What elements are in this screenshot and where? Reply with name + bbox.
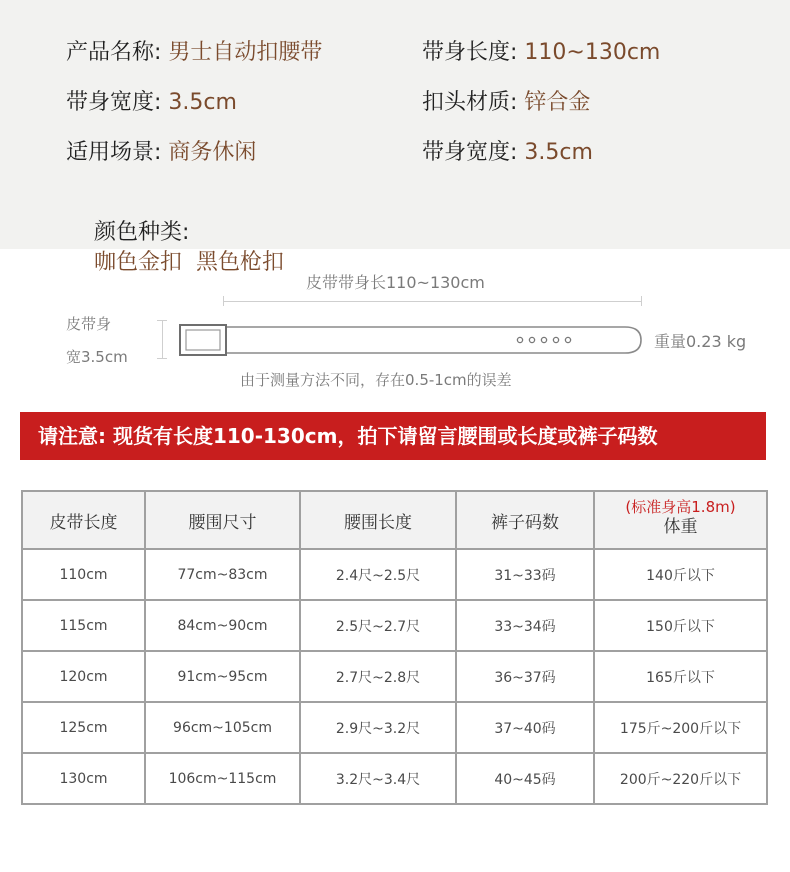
width-dimension-line — [162, 320, 163, 358]
table-row — [22, 651, 767, 702]
table-cell: 110cm — [22, 549, 145, 600]
table-row — [22, 549, 767, 600]
length-label: 皮带带身长110~130cm — [306, 273, 485, 292]
spec-label: 产品名称: — [66, 40, 162, 65]
spec-value: 咖色金扣 黑色枪扣 — [93, 250, 284, 275]
table-cell: 175斤~200斤以下 — [594, 702, 767, 753]
width-label-line2: 宽3.5cm — [66, 348, 128, 366]
width-label-line1: 皮带身 — [66, 315, 112, 333]
spec-value: 男士自动扣腰带 — [168, 40, 323, 65]
table-cell: 36~37码 — [456, 651, 594, 702]
belt-strap-outline — [221, 327, 641, 353]
table-cell: 31~33码 — [456, 549, 594, 600]
belt-illustration — [175, 318, 645, 360]
table-cell: 165斤以下 — [594, 651, 767, 702]
table-cell: 84cm~90cm — [145, 600, 300, 651]
table-cell: 40~45码 — [456, 753, 594, 804]
notice-text: 请注意: 现货有长度110-130cm，拍下请留言腰围或长度或裤子码数 — [38, 424, 658, 448]
spec-label: 带身宽度: — [66, 90, 162, 115]
length-dimension-cap-right — [641, 296, 642, 306]
spec-belt-width — [66, 88, 237, 118]
table-cell: 2.5尺~2.7尺 — [300, 600, 456, 651]
spec-label: 带身长度: — [422, 40, 518, 65]
header-pants-size: 裤子码数 — [456, 491, 594, 549]
table-cell: 125cm — [22, 702, 145, 753]
length-dimension-cap-left — [223, 296, 224, 306]
spec-label: 扣头材质: — [422, 90, 518, 115]
spec-belt-width-2 — [422, 138, 593, 168]
table-cell: 130cm — [22, 753, 145, 804]
table-header-row — [22, 491, 767, 549]
table-cell: 120cm — [22, 651, 145, 702]
table-row — [22, 753, 767, 804]
table-cell: 91cm~95cm — [145, 651, 300, 702]
table-cell: 106cm~115cm — [145, 753, 300, 804]
table-cell: 2.7尺~2.8尺 — [300, 651, 456, 702]
spec-value: 3.5cm — [168, 90, 237, 115]
weight-label: 重量0.23 kg — [654, 332, 747, 351]
table-cell: 200斤~220斤以下 — [594, 753, 767, 804]
spec-scene — [66, 138, 256, 168]
table-cell: 2.9尺~3.2尺 — [300, 702, 456, 753]
table-cell: 2.4尺~2.5尺 — [300, 549, 456, 600]
weight-header-label: 体重 — [663, 517, 698, 537]
spec-belt-length — [422, 38, 660, 68]
size-table — [21, 490, 768, 805]
table-cell: 96cm~105cm — [145, 702, 300, 753]
spec-value: 商务休闲 — [168, 140, 257, 165]
header-weight — [594, 491, 767, 549]
spec-label: 颜色种类: — [93, 220, 190, 245]
length-dimension-line — [223, 301, 641, 302]
spec-panel — [0, 0, 790, 275]
header-belt-length: 皮带长度 — [22, 491, 145, 549]
spec-colors — [66, 188, 284, 308]
weight-height-note: (标准身高1.8m) — [625, 498, 736, 516]
error-note: 由于测量方法不同，存在0.5-1cm的误差 — [240, 371, 512, 389]
table-row — [22, 702, 767, 753]
header-waist-length: 腰围长度 — [300, 491, 456, 549]
table-row — [22, 600, 767, 651]
table-cell: 77cm~83cm — [145, 549, 300, 600]
table-cell: 33~34码 — [456, 600, 594, 651]
width-dimension-cap-bottom — [157, 358, 167, 359]
table-cell: 115cm — [22, 600, 145, 651]
table-cell: 37~40码 — [456, 702, 594, 753]
spec-value: 锌合金 — [524, 90, 591, 115]
table-cell: 3.2尺~3.4尺 — [300, 753, 456, 804]
spec-product-name — [66, 38, 322, 68]
notice-banner — [20, 412, 766, 460]
spec-value: 3.5cm — [524, 140, 593, 165]
spec-label: 带身宽度: — [422, 140, 518, 165]
spec-buckle-material — [422, 88, 590, 118]
table-cell: 140斤以下 — [594, 549, 767, 600]
spec-label: 适用场景: — [66, 140, 162, 165]
width-dimension-cap-top — [157, 320, 167, 321]
spec-value: 110~130cm — [524, 40, 661, 65]
header-waist-size: 腰围尺寸 — [145, 491, 300, 549]
table-cell: 150斤以下 — [594, 600, 767, 651]
